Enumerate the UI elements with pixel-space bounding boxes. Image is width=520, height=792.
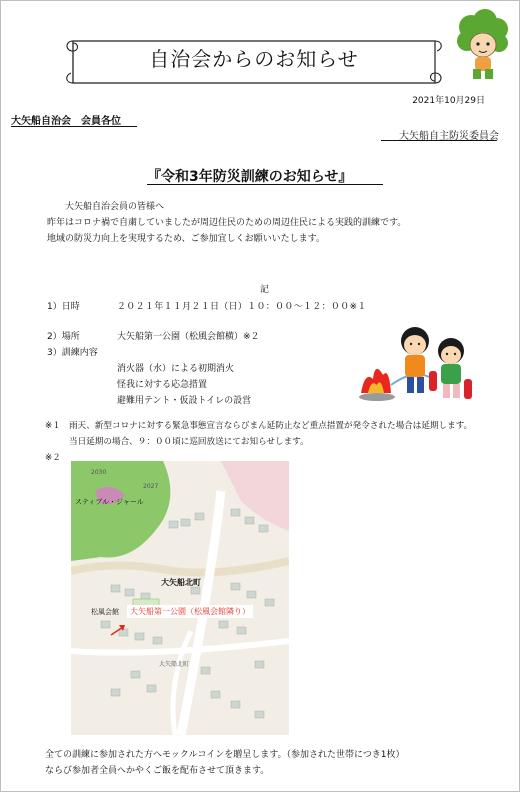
intro-line-1: 昨年はコロナ禍で自粛していましたが周辺住民のための周辺住民による実践的訓練です。 (47, 218, 407, 228)
footer-line-2: ならび参加者全員へかやくご飯を配布させて頂きます。 (45, 766, 270, 776)
fire-drill-illustration (351, 319, 481, 409)
item-place-label: 2）場所 (47, 332, 80, 342)
heading-underline (147, 184, 383, 185)
recipient-underline (11, 126, 137, 127)
activity-item: 怪我に対する応急措置 (117, 380, 208, 390)
map-label-district-small: 大矢船北町 (159, 661, 190, 668)
note1-line-2: 当日延期の場合、９：００頃に巡回放送にてお知らせします。 (69, 437, 309, 447)
note1-mark: ※１ (45, 421, 61, 431)
note2-mark: ※２ (45, 453, 61, 463)
ki-mark: 記 (260, 285, 270, 295)
note1-line-1: 雨天、新型コロナに対する緊急事態宣言ならびまん延防止など重点措置が発令された場合は延期します。 (69, 421, 473, 431)
map-label-target: 大矢船第一公園（松風会館隣り） (127, 605, 253, 618)
activity-item: 消火器（水）による初期消火 (117, 364, 235, 374)
sender: 大矢船自主防災委員会 (399, 131, 499, 142)
location-map (71, 461, 289, 735)
item-content-label: 3）訓練内容 (47, 348, 98, 358)
sender-underline (381, 140, 497, 141)
item-date-value: ２０２１年１１月２１日（日）１０：００～１２：００※１ (117, 302, 367, 312)
notice-heading: 『令和3年防災訓練のお知らせ』 (147, 169, 353, 185)
issue-date: 2021年10月29日 (412, 96, 485, 106)
map-label-number: 2027 (143, 483, 159, 490)
recipient: 大矢船自治会 会員各位 (11, 116, 121, 127)
page-title: 自治会からのお知らせ (149, 47, 359, 71)
map-label-district: 大矢船北町 (161, 578, 201, 587)
item-date-label: 1）日時 (47, 302, 80, 312)
intro-line-2: 地域の防災力向上を実現するため、ご参加宜しくお願いいたします。 (47, 234, 325, 244)
map-label-park: スティブル・ジャール (75, 498, 144, 506)
greeting: 大矢船自治会員の皆様へ (65, 202, 165, 212)
map-label-hall: 松風会館 (91, 608, 119, 616)
tree-mascot-icon (453, 9, 513, 83)
footer-line-1: 全ての訓練に参加された方へモックルコインを贈呈します。（参加された世帯につき1枚） (45, 750, 405, 760)
item-place-value: 大矢船第一公園（松風会館横）※２ (117, 332, 260, 342)
activity-item: 避難用テント・仮設トイレの設営 (117, 396, 252, 406)
map-label-number: 2030 (91, 469, 107, 476)
